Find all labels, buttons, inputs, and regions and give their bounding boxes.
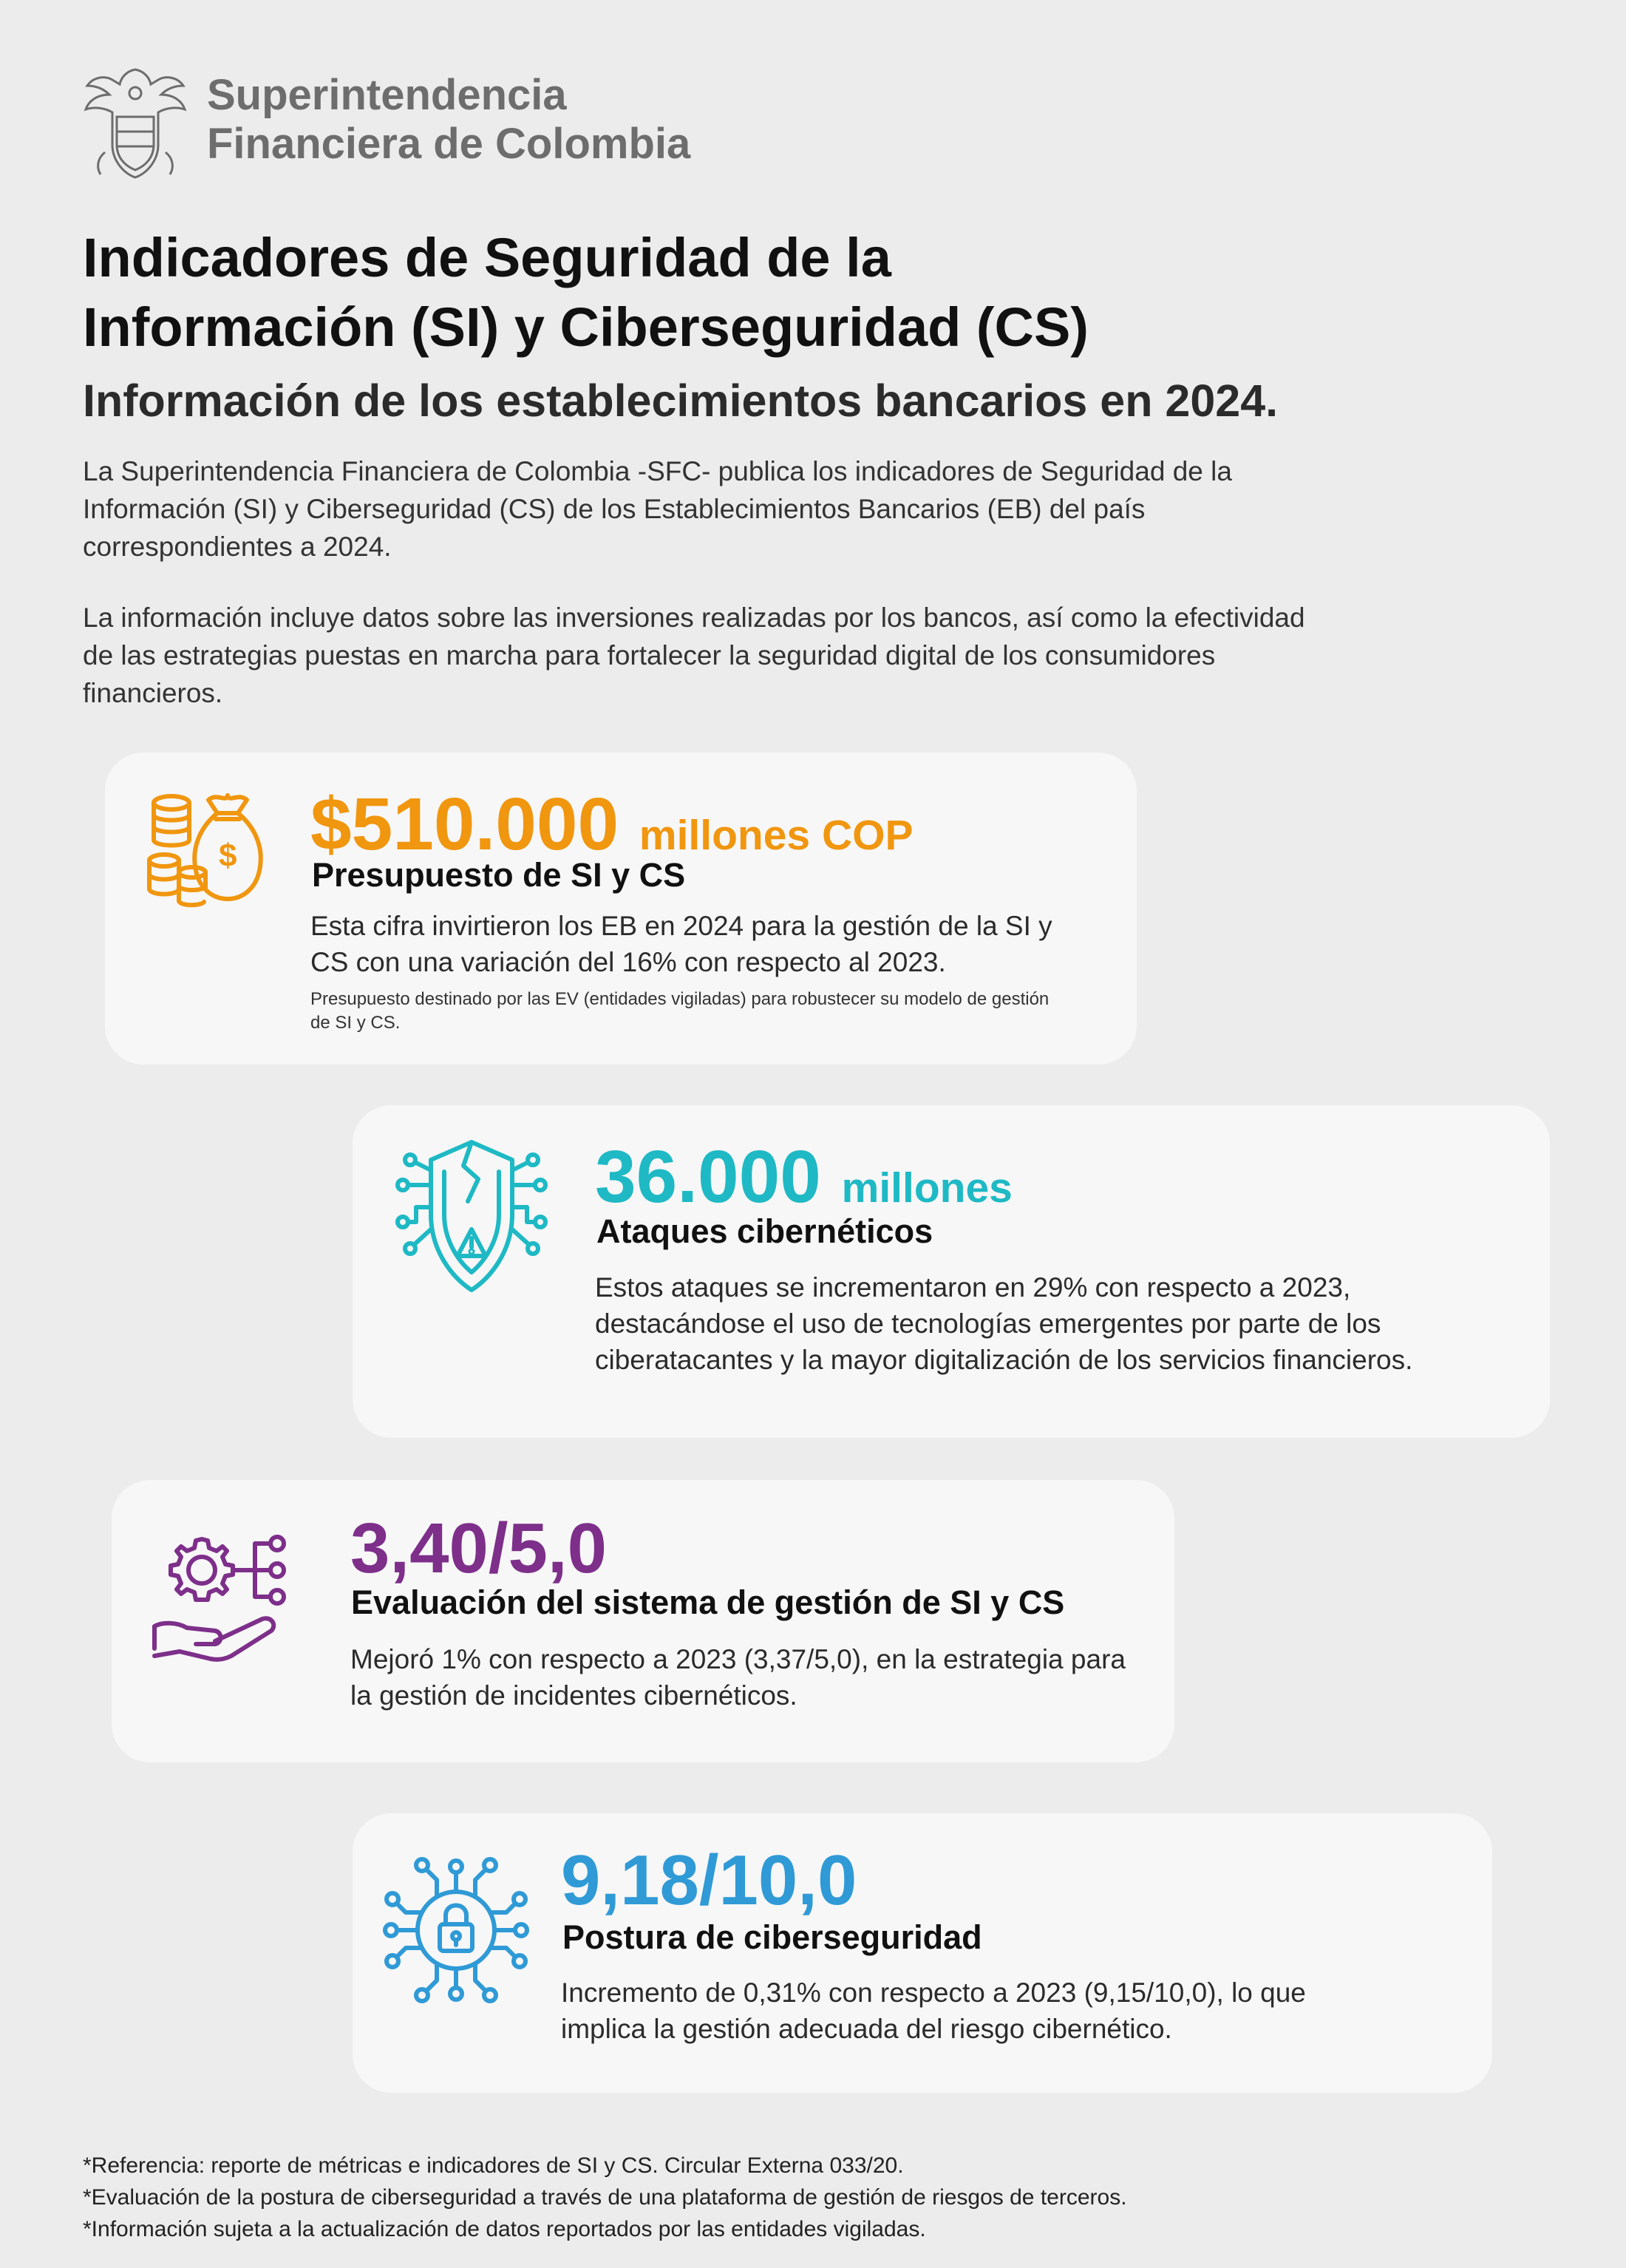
attacks-heading: Ataques cibernéticos	[596, 1212, 933, 1250]
attacks-value	[595, 1135, 1013, 1220]
evaluation-card	[112, 1480, 1174, 1762]
attacks-description: Estos ataques se incrementaron en 29% con respecto a 2023, destacándose el uso de tecnologías emergentes por parte de los ciberatacantes y la mayor digitalización de los servicios financieros.	[595, 1272, 1413, 1375]
circuit-lock-icon	[375, 1843, 537, 2013]
posture-description: Incremento de 0,31% con respecto a 2023 (9,15/10,0), lo que implica la gestión adecuada del riesgo cibernético.	[561, 1977, 1306, 2044]
gear-hand-icon	[144, 1518, 307, 1681]
intro-paragraph-2: La información incluye datos sobre las inversiones realizadas por los bancos, así como la efectividad de las estrategias puestas en marcha para fortalecer la seguridad digital de los consumidores financieros.	[83, 602, 1305, 708]
budget-amount: $510.000	[310, 783, 619, 866]
evaluation-description: Mejoró 1% con respecto a 2023 (3,37/5,0), en la estrategia para la gestión de incidentes cibernéticos.	[350, 1644, 1126, 1711]
budget-description: Esta cifra invirtieron los EB en 2024 para la gestión de la SI y CS con una variación del 16% con respecto al 2023.	[310, 911, 1052, 977]
org-name	[207, 71, 690, 169]
evaluation-value: 3,40/5,0	[350, 1509, 607, 1588]
posture-heading: Postura de ciberseguridad	[562, 1918, 982, 1956]
budget-heading: Presupuesto de SI y CS	[312, 856, 686, 894]
money-bag-coins-icon	[135, 778, 275, 918]
evaluation-heading: Evaluación del sistema de gestión de SI y CS	[351, 1583, 1065, 1621]
posture-value: 9,18/10,0	[561, 1841, 857, 1920]
attacks-unit: millones	[841, 1164, 1013, 1212]
footnote-1: *Referencia: reporte de métricas e indicadores de SI y CS. Circular Externa 033/20.	[83, 2153, 904, 2178]
footnote-3: *Información sujeta a la actualización de datos reportados por las entidades vigiladas.	[83, 2217, 926, 2241]
footnotes	[83, 2150, 1487, 2245]
budget-value	[310, 782, 913, 867]
budget-card	[105, 753, 1137, 1065]
page-title-line2: Información (SI) y Ciberseguridad (CS)	[83, 296, 1089, 358]
svg-text:$: $	[219, 838, 237, 874]
org-name-line1: Superintendencia	[207, 71, 567, 119]
attacks-amount: 36.000	[595, 1135, 821, 1218]
coat-of-arms-icon	[83, 64, 188, 180]
page-title-line1: Indicadores de Seguridad de la	[83, 227, 891, 288]
page-title	[83, 223, 1339, 362]
attacks-card	[353, 1105, 1550, 1438]
budget-note: Presupuesto destinado por las EV (entidades vigiladas) para robustecer su modelo de gestión de SI y CS.	[310, 989, 1050, 1033]
footnote-2: *Evaluación de la postura de ciberseguridad a través de una plataforma de gestión de riesgos de terceros.	[83, 2185, 1127, 2210]
intro-paragraph-1: La Superintendencia Financiera de Colombia -SFC- publica los indicadores de Seguridad de la Información (SI) y Ciberseguridad (CS) de los Establecimientos Bancarios (EB) del país correspondientes a 2024.	[83, 456, 1232, 562]
budget-unit: millones COP	[639, 812, 914, 859]
broken-shield-icon	[387, 1133, 557, 1311]
posture-card	[353, 1813, 1492, 2093]
logo-block	[83, 64, 748, 182]
page-subtitle: Información de los establecimientos bancarios en 2024.	[83, 376, 1279, 426]
org-name-line2: Financiera de Colombia	[207, 120, 691, 168]
